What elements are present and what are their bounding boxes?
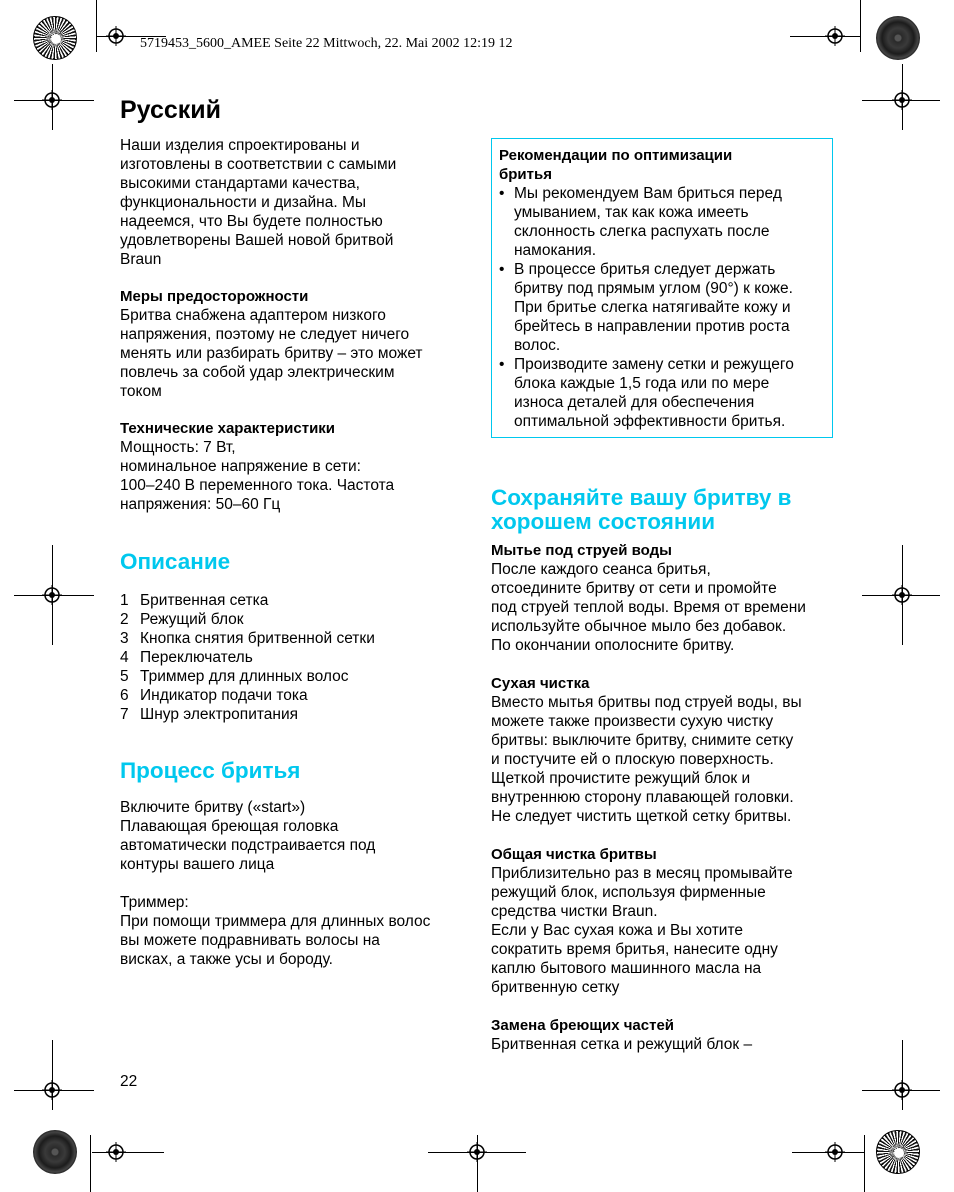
registration-mark-icon [825,26,845,46]
color-wheel-icon [876,1130,920,1174]
description-section [120,550,375,724]
tips-title: Рекомендации по оптимизации бритья [499,147,733,183]
shaving-section [120,759,430,969]
registration-mark-icon [825,1142,845,1162]
description-title: Описание [120,549,231,574]
precautions-section [120,287,423,401]
registration-mark-icon [106,1142,126,1162]
specs-section [120,419,394,514]
list-item: 5 Триммер для длинных волос [120,668,349,685]
precautions-title: Меры предосторожности [120,288,309,305]
list-item: • Производите замену сетки и режущего блока каждые 1,5 года или по мере износа деталей для обеспечения оптимальной эффективности бритья. [499,356,794,430]
tips-box [491,138,833,438]
parts-replacement-text: Бритвенная сетка и режущий блок – [491,1036,753,1053]
registration-mark-icon [42,585,62,605]
color-wheel-icon [33,1130,77,1174]
water-cleaning-text: После каждого сеанса бритья, отсоедините бритву от сети и промойте под струей теплой воды. Время от времени используйте обычное мыло без добавок. По окончании ополосните бритву. [491,561,806,654]
print-slug: 5719453_5600_AMEE Seite 22 Mittwoch, 22. Mai 2002 12:19 12 [140,36,513,51]
page-number: 22 [120,1073,138,1090]
precautions-text: Бритва снабжена адаптером низкого напряжения, поэтому не следует ничего менять или разбирать бритву – это может повлечь за собой удар электрическим током [120,307,423,400]
shaving-title: Процесс бритья [120,758,301,783]
list-item: 6 Индикатор подачи тока [120,687,308,704]
registration-mark-icon [467,1142,487,1162]
list-item: • В процессе бритья следует держать бритву под прямым углом (90°) к коже. При бритье слегка натягивайте кожу и брейтесь в направлении против роста волос. [499,261,793,354]
trimmer-label: Триммер: [120,894,189,911]
registration-mark-icon [42,1080,62,1100]
specs-text: Мощность: 7 Вт, номинальное напряжение в сети: 100–240 В переменного тока. Частота напряжения: 50–60 Гц [120,439,395,513]
registration-mark-icon [106,26,126,46]
shaving-text: Включите бритву («start») Плавающая бреющая головка автоматически подстраивается под контуры вашего лица [120,799,376,873]
general-cleaning-text: Приблизительно раз в месяц промывайте режущий блок, используя фирменные средства чистки Braun. Если у Вас сухая кожа и Вы хотите сократить время бритья, нанесите одну каплю бытового машинного масла на бритвенную сетку [491,865,793,996]
care-title: Сохраняйте вашу бритву в хорошем состоянии [491,485,792,534]
tips-list [499,184,824,431]
list-item: 4 Переключатель [120,649,253,666]
specs-title: Технические характеристики [120,420,336,437]
dry-cleaning-text: Вместо мытья бритвы под струей воды, вы можете также произвести сухую чистку бритвы: выключите бритву, снимите сетку и постучите ей о плоскую поверхность. Щеткой прочистите режущий блок и внутреннюю сторону плавающей головки. Не следует чистить щеткой сетку бритвы. [491,694,802,825]
parts-list [120,591,375,724]
list-item: 3 Кнопка снятия бритвенной сетки [120,630,375,647]
dry-cleaning [491,674,806,826]
intro-text: Наши изделия спроектированы и изготовлены в соответствии с самыми высокими стандартами качества, функциональности и дизайна. Мы надеемся, что Вы будете полностью удовлетворены Вашей новой бритвой Braun [120,137,397,268]
general-cleaning [491,845,806,997]
list-item: 7 Шнур электропитания [120,706,299,723]
registration-mark-icon [892,585,912,605]
water-cleaning-title: Мытье под струей воды [491,542,672,559]
list-item: 2 Режущий блок [120,611,244,628]
color-wheel-icon [33,16,77,60]
language-title: Русский [120,96,222,124]
registration-mark-icon [892,1080,912,1100]
list-item: 1 Бритвенная сетка [120,592,269,609]
color-wheel-icon [876,16,920,60]
dry-cleaning-title: Сухая чистка [491,675,590,692]
parts-replacement-title: Замена бреющих частей [491,1017,675,1034]
list-item: • Мы рекомендуем Вам бриться перед умыванием, так как кожа имееть склонность слегка распухать после намокания. [499,185,782,259]
general-cleaning-title: Общая чистка бритвы [491,846,657,863]
water-cleaning [491,541,806,655]
parts-replacement [491,1016,806,1054]
trimmer-text: При помощи триммера для длинных волос вы можете подравнивать волосы на висках, а также усы и бороду. [120,913,431,968]
care-section [491,486,806,1054]
